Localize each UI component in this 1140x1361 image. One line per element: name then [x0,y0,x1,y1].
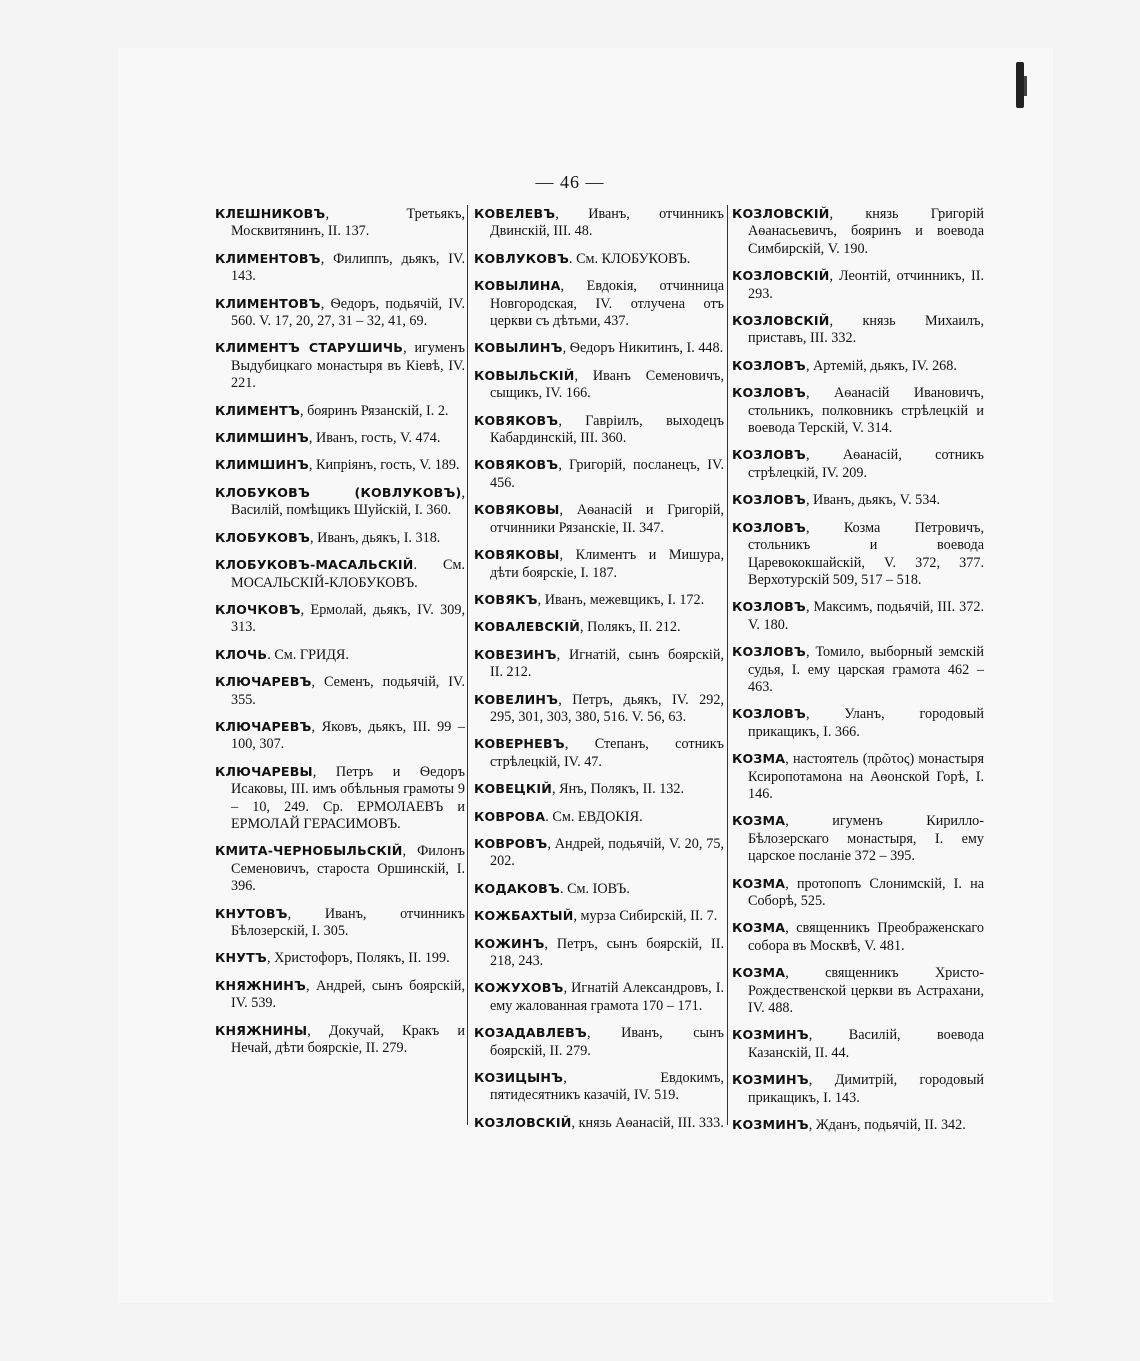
entry-text: , Петръ, сынъ боярскій, II. 218, 243. [490,935,724,969]
index-entry [474,1114,724,1132]
entry-headword: КОЗЛОВЪ [732,492,806,508]
entry-headword: КОВАЛЕВСКІЙ [474,619,580,635]
entry-text: , Евдокія, отчинница Новгородская, IV. отлучена отъ церкви съ дѣтьми, 437. [490,278,724,330]
entry-text: , Андрей, сынъ боярскій, IV. 539. [231,977,465,1012]
entry-text: , Василій, воевода Казанскій, II. 44. [748,1027,984,1061]
entry-text: , Леонтій, отчинникъ, II. 293. [748,268,984,302]
index-entry [732,643,984,696]
index-entry [215,250,465,286]
entry-text: , Иванъ Семеновичъ, сыщикъ, IV. 166. [490,367,724,402]
entry-text: , Петръ, дьякъ, IV. 292, 295, 301, 303, 380, 516. V. 56, 63. [490,691,724,725]
index-entry [215,429,465,447]
index-entry [732,875,984,911]
entry-headword: КОВЕРНЕВЪ [474,736,565,752]
index-entry [732,312,984,348]
entry-text: , Игнатій Александровъ, I. ему жалованная грамота 170 – 171. [490,980,724,1014]
entry-headword: КОЗМА [732,875,786,891]
index-column-3 [732,205,984,1143]
entry-headword: КОЖУХОВЪ [474,980,564,996]
entry-headword: КЛЮЧАРЕВЫ [215,763,313,779]
index-entry [215,601,465,637]
entry-headword: КОЗЛОВСКІЙ [732,268,830,284]
entry-text: , князь Аѳанасій, III. 333. [571,1114,724,1131]
entry-text: , Филонъ Семеновичъ, староста Оршинскій, I. 396. [231,843,465,895]
entry-headword: КНУТЪ [215,950,267,966]
entry-headword: КОВЯКОВЪ [474,457,559,473]
entry-text: , Андрей, подьячій, V. 20, 75, 202. [490,835,724,870]
entry-headword: КОЗЛОВЪ [732,385,806,401]
entry-headword: КЛОБУКОВЪ (КОВЛУКОВЪ) [215,484,462,500]
entry-headword: КОДАКОВЪ [474,880,560,896]
index-entry [474,1024,724,1060]
column-rule [727,205,728,1125]
entry-headword: КОЗМА [732,751,786,767]
entry-text: . См. КЛОБУКОВЪ. [569,250,691,267]
entry-text: , Петръ и Ѳедоръ Исаковы, III. имъ обѣльныя грамоты 9 – 10, 249. Ср. ЕРМОЛАЕВЪ и ЕРМОЛАЙ ГЕРАСИМОВЪ. [231,763,465,832]
index-entry [474,412,724,448]
entry-text: , Игнатій, сынъ боярскій, II. 212. [490,646,724,681]
entry-headword: КОВЕЗИНЪ [474,646,557,662]
index-entry [474,979,724,1015]
entry-headword: КОВЕЛИНЪ [474,691,559,707]
entry-text: , Максимъ, подьячій, III. 372. V. 180. [748,599,984,633]
entry-text: , князь Григорій Аѳанасьевичъ, бояринъ и воевода Симбирскій, V. 190. [748,206,984,257]
index-entry [474,250,724,268]
entry-text: , Григорій, посланецъ, IV. 456. [490,457,724,491]
index-entry [215,763,465,834]
entry-text: , Полякъ, II. 212. [579,619,681,636]
entry-text: , Семенъ, подьячій, IV. 355. [231,674,465,708]
entry-text: , священникъ Христо-Рождественской церкви въ Астрахани, IV. 488. [748,965,984,1017]
index-entry [474,591,724,609]
index-entry [732,598,984,634]
entry-text: . См. ЕВДОКІЯ. [545,808,643,825]
entry-text: , бояринъ Рязанскій, I. 2. [300,402,449,419]
index-entry [215,949,465,967]
entry-headword: КОЗМА [732,813,786,829]
index-entry [474,935,724,971]
index-entry [215,1022,465,1058]
entry-headword: КОВЯКОВЫ [474,502,560,518]
entry-headword: КОВЫЛИНЪ [474,340,563,356]
entry-headword: КОЗМИНЪ [732,1072,809,1088]
entry-headword: КОВЯКОВЪ [474,412,559,428]
entry-text: , Филиппъ, дьякъ, IV. 143. [231,250,465,285]
entry-headword: КЛОЧЬ [215,646,268,662]
entry-text: , игуменъ Выдубицкаго монастыря въ Кіевѣ, IV. 221. [231,340,465,392]
entry-headword: КОЗМИНЪ [732,1027,809,1043]
index-entry [474,205,724,241]
index-entry [474,735,724,771]
entry-text: , Евдокимъ, пятидесятникъ казачій, IV. 519. [490,1070,724,1104]
entry-text: . См. ГРИДЯ. [267,646,349,663]
entry-headword: КОЗЛОВЪ [732,599,806,615]
index-entry [215,673,465,709]
entry-headword: КОЗЛОВСКІЙ [732,313,830,329]
index-entry [474,277,724,330]
entry-text: , князь Михаилъ, приставъ, III. 332. [748,313,984,347]
entry-headword: КЛЕШНИКОВЪ [215,206,326,221]
index-entry [732,750,984,803]
entry-text: , настоятель (πρῶτος) монастыря Ксиропотамона на Аѳонской Горѣ, I. 146. [748,751,984,802]
entry-text: , Димитрій, городовый прикащикъ, I. 143. [748,1072,984,1106]
entry-text: , протопопъ Слонимскій, I. на Соборѣ, 525. [748,875,984,909]
index-entry [732,267,984,303]
index-entry [215,718,465,754]
index-entry [215,339,465,392]
index-entry [215,456,465,474]
entry-headword: КНЯЖНИНЪ [215,977,306,993]
index-entry [474,646,724,682]
entry-headword: КОЗЛОВСКІЙ [732,206,830,221]
entry-headword: КОЗМА [732,920,786,936]
entry-headword: КОВЛУКОВЪ [474,250,569,266]
entry-headword: КОВРОВЪ [474,835,548,851]
index-entry [732,519,984,590]
index-entry [474,339,724,357]
index-entry [215,905,465,941]
entry-text: , Артемій, дьякъ, IV. 268. [805,357,957,374]
entry-text: , Иванъ, гость, V. 474. [308,430,441,447]
entry-headword: КОВЕЦКІЙ [474,781,553,797]
entry-text: , Иванъ, отчинникъ Бѣлозерскій, I. 305. [231,905,465,939]
index-entry [215,295,465,331]
index-entry [474,691,724,727]
page-number: — 46 — [535,172,605,192]
entry-text: , Иванъ, сынъ боярскій, II. 279. [490,1025,724,1059]
entry-headword: КЛЮЧАРЕВЪ [215,674,312,690]
entry-headword: КОВЕЛЕВЪ [474,206,556,221]
entry-text: , Янъ, Полякъ, II. 132. [552,781,685,798]
entry-headword: КЛОБУКОВЪ [215,529,310,545]
entry-headword: КОЗЛОВЪ [732,357,806,373]
entry-text: , Иванъ, дьякъ, I. 318. [310,529,441,546]
entry-text: . См. ІОВЪ. [560,880,630,897]
entry-text: , Яковъ, дьякъ, III. 99 – 100, 307. [231,718,465,753]
index-entry [215,529,465,547]
index-entry [732,705,984,741]
entry-headword: КОВЯКОВЫ [474,547,560,563]
entry-text: . См. МОСАЛЬСКІЙ-КЛОБУКОВЪ. [231,557,465,591]
index-entry [474,456,724,492]
entry-text: , священникъ Преображенскаго собора въ Москвѣ, V. 481. [748,920,984,954]
entry-headword: КОЗЛОВСКІЙ [474,1114,572,1130]
index-entry [732,205,984,258]
entry-headword: КЛОЧКОВЪ [215,601,301,617]
entry-headword: КЛИМШИНЪ [215,430,309,446]
entry-headword: КОЗЛОВЪ [732,447,806,463]
index-entry [732,1116,984,1134]
index-entry [474,501,724,537]
entry-text: , Третьякъ, Москвитянинъ, II. 137. [231,206,465,240]
index-entry [215,484,465,520]
entry-text: , Томило, выборный земскій судья, I. ему царская грамота 462 – 463. [748,644,984,695]
entry-headword: КЛИМЕНТОВЪ [215,295,321,311]
entry-headword: КОВРОВА [474,808,546,824]
column-rule [467,205,468,1125]
index-entry [732,1026,984,1062]
index-entry [474,367,724,403]
entry-text: , Иванъ, отчинникъ Двинскій, III. 48. [490,206,724,240]
entry-text: , Гавріилъ, выходецъ Кабардинскій, III. 360. [490,412,724,447]
entry-headword: КОЗМА [732,965,786,981]
index-entry [474,907,724,925]
index-column-1 [215,205,465,1066]
entry-text: , Климентъ и Мишура, дѣти боярскіе, I. 187. [490,547,724,581]
entry-text: , Аѳанасій Ивановичъ, стольникъ, полковникъ стрѣлецкій и воевода Терскій, V. 314. [748,385,984,437]
entry-text: , Козма Петровичъ, стольникъ и воевода Царевококшайскій, V. 372, 377. Верхотурскій 509, 517 – 518. [748,519,984,588]
index-entry [474,546,724,582]
entry-headword: КЛИМЕНТОВЪ [215,250,321,266]
index-entry [474,1069,724,1105]
entry-text: , Степанъ, сотникъ стрѣлецкій, IV. 47. [490,736,724,770]
entry-headword: КОВЫЛЬСКІЙ [474,367,575,383]
entry-text: , Аѳанасій и Григорій, отчинники Рязанскіе, II. 347. [490,502,724,536]
index-entry [215,977,465,1013]
index-entry [474,618,724,636]
entry-text: , Христофоръ, Полякъ, II. 199. [266,950,450,967]
entry-text: , Василій, помѣщикъ Шуйскій, I. 360. [231,484,465,519]
index-entry [732,812,984,865]
entry-text: , Ѳедоръ Никитинъ, I. 448. [562,340,724,357]
entry-headword: КОЗЛОВЪ [732,706,806,722]
index-entry [215,646,465,664]
entry-headword: КОЖИНЪ [474,935,545,951]
index-entry [474,835,724,871]
entry-text: , Кипріянъ, гость, V. 189. [308,457,460,474]
index-entry [732,1071,984,1107]
entry-headword: КМИТА-ЧЕРНОБЫЛЬСКІЙ [215,843,403,859]
entry-text: , Ермолай, дьякъ, IV. 309, 313. [231,601,465,636]
entry-headword: КЛИМШИНЪ [215,457,309,473]
index-entry [732,446,984,482]
entry-headword: КЛЮЧАРЕВЪ [215,718,312,734]
index-entry [732,491,984,509]
index-entry [474,880,724,898]
entry-headword: КЛИМЕНТЪ [215,402,300,418]
index-entry [474,780,724,798]
index-entry [732,357,984,375]
index-entry [732,384,984,437]
index-entry [215,402,465,420]
entry-headword: КНЯЖНИНЫ [215,1022,308,1038]
index-entry [215,842,465,895]
entry-headword: КОВЫЛИНА [474,278,561,294]
entry-headword: КОЗИЦЫНЪ [474,1070,564,1086]
entry-headword: КОЗЛОВЪ [732,519,806,535]
entry-text: , мурза Сибирскій, II. 7. [573,908,718,925]
index-entry [215,205,465,241]
index-entry [732,964,984,1017]
index-column-2 [474,205,724,1141]
entry-text: , Аѳанасій, сотникъ стрѣлецкій, IV. 209. [748,447,984,481]
page-edge-mark [1016,62,1024,108]
index-entry [215,556,465,592]
entry-text: , Докучай, Кракъ и Нечай, дѣти боярскіе, II. 279. [231,1022,465,1057]
entry-text: , Иванъ, дьякъ, V. 534. [805,492,940,509]
entry-text: , Ѳедоръ, подьячій, IV. 560. V. 17, 20, 27, 31 – 32, 41, 69. [231,295,465,330]
entry-headword: КОЗАДАВЛЕВЪ [474,1025,587,1041]
index-entry [732,919,984,955]
entry-text: , Жданъ, подьячій, II. 342. [808,1117,966,1134]
entry-headword: КОЗМИНЪ [732,1117,809,1133]
entry-text: , игуменъ Кирилло-Бѣлозерскаго монастыря, I. ему царское посланіе 372 – 395. [748,813,984,865]
entry-text: , Иванъ, межевщикъ, I. 172. [537,591,705,608]
entry-headword: КОЗЛОВЪ [732,644,806,660]
entry-text: , Уланъ, городовый прикащикъ, I. 366. [748,706,984,740]
index-entry [474,808,724,826]
entry-headword: КЛИМЕНТЪ СТАРУШИЧЬ [215,340,404,356]
entry-headword: КОЖБАХТЫЙ [474,908,574,924]
entry-headword: КОВЯКЪ [474,591,538,607]
entry-headword: КЛОБУКОВЪ-МАСАЛЬСКІЙ [215,557,414,573]
entry-headword: КНУТОВЪ [215,905,288,921]
